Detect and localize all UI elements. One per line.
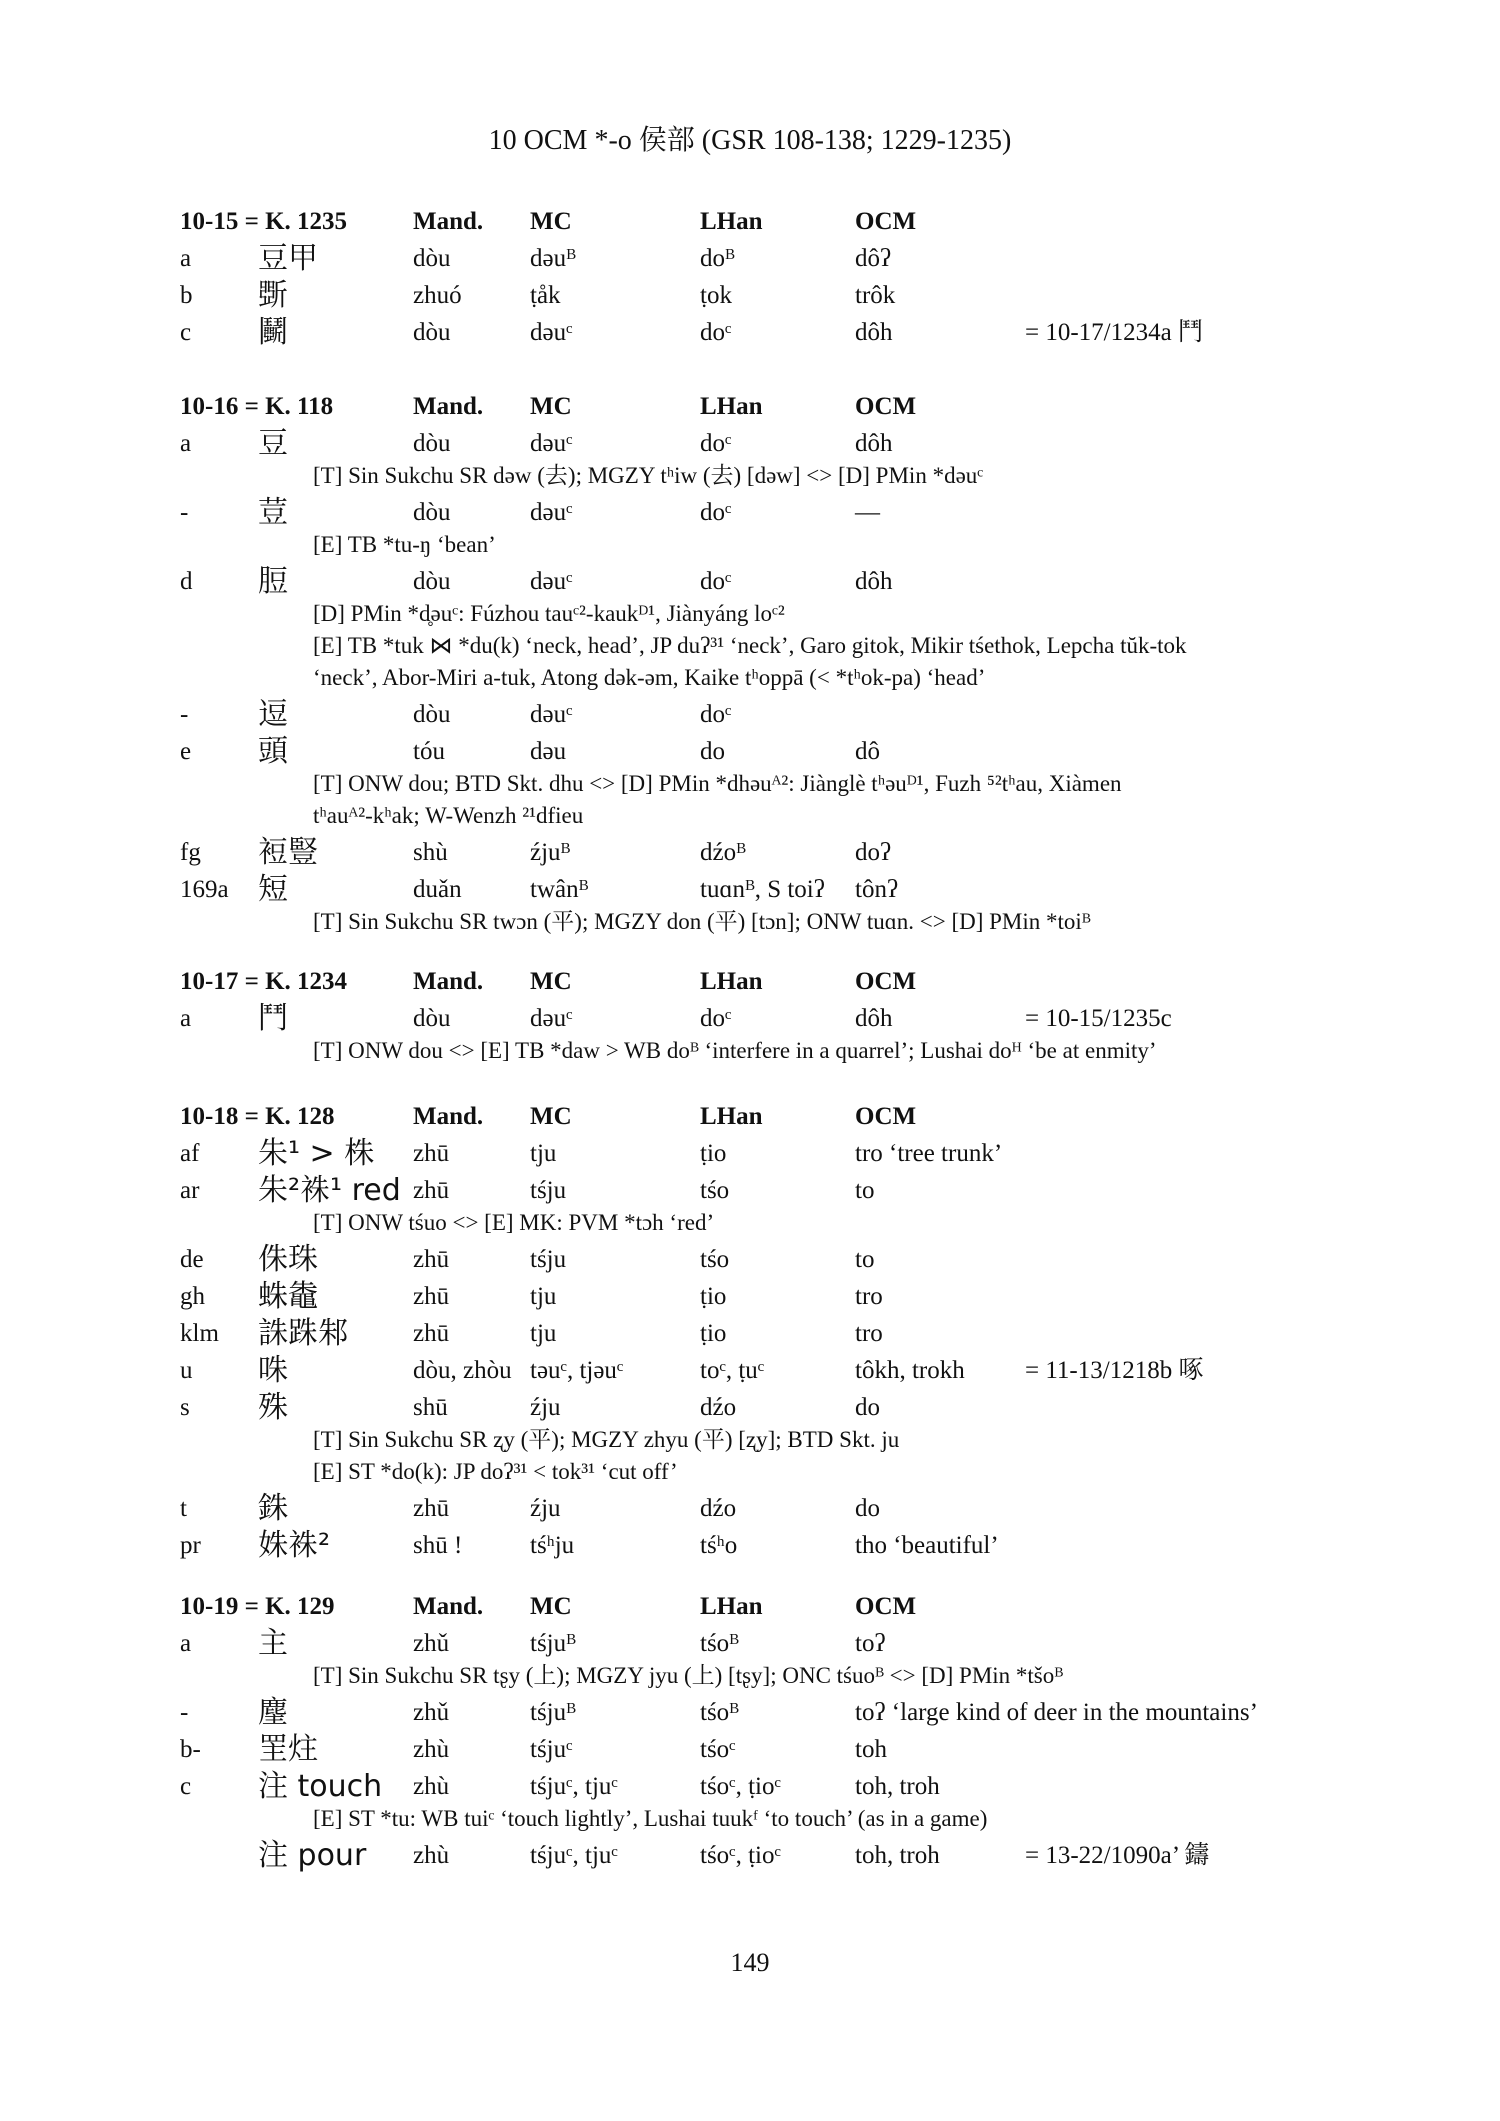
entry-mandarin: zhū <box>413 1283 450 1310</box>
entry-mandarin: dòu, zhòu <box>413 1357 512 1384</box>
entry-characters: 誅跦邾 <box>258 1316 348 1351</box>
col-header-mc: MC <box>530 208 572 235</box>
entry-middle-chinese: tju <box>530 1320 557 1347</box>
entry-label: u <box>180 1357 193 1384</box>
entry-mandarin: zhù <box>413 1773 450 1800</box>
entry-later-han: doᶜ <box>700 701 732 728</box>
entry-old-chinese: toh, troh <box>855 1773 940 1800</box>
entry-label: d <box>180 568 193 595</box>
section-header <box>0 1590 1500 1624</box>
entry-middle-chinese: źjuᴮ <box>530 839 571 866</box>
entry-characters: 豆甲 <box>258 241 318 276</box>
entry-old-chinese: to <box>855 1246 875 1273</box>
entry-characters: 朱¹ > 株 <box>258 1136 375 1171</box>
entry-row <box>0 1243 1500 1277</box>
entry-middle-chinese: tśju <box>530 1246 567 1273</box>
entry-row <box>0 698 1500 732</box>
entry-gloss: [E] ST *do(k): JP doʔ³¹ < tok³¹ ‘cut off’ <box>313 1459 678 1484</box>
entry-row <box>0 279 1500 313</box>
entry-middle-chinese: źju <box>530 1394 561 1421</box>
entry-mandarin: dòu <box>413 245 451 272</box>
entry-gloss: ‘neck’, Abor-Miri a-tuk, Atong dək-əm, Kaike tʰoppā (< *tʰok-pa) ‘head’ <box>313 665 986 690</box>
col-header-ocm: OCM <box>855 393 917 420</box>
entry-row <box>0 1696 1500 1730</box>
entry-label: s <box>180 1394 190 1421</box>
entry-characters: 姝袾² <box>258 1528 331 1563</box>
entry-old-chinese: do <box>855 1495 880 1522</box>
entry-later-han: doᶜ <box>700 499 732 526</box>
entry-row <box>0 1317 1500 1351</box>
entry-mandarin: zhǔ <box>413 1699 450 1726</box>
entry-old-chinese: dô <box>855 738 880 765</box>
page-number: 149 <box>730 1948 770 1977</box>
entry-later-han: tśoᴮ <box>700 1630 739 1657</box>
entry-later-han: tśoᶜ <box>700 1736 736 1763</box>
entry-gloss: [E] ST *tu: WB tuiᶜ ‘touch lightly’, Lushai tuukᶠ ‘to touch’ (as in a game) <box>313 1806 988 1831</box>
entry-characters: 咮 <box>258 1353 288 1388</box>
entry-characters: 逗 <box>258 697 288 732</box>
col-header-ocm: OCM <box>855 208 917 235</box>
entry-label: c <box>180 319 192 346</box>
entry-characters: 裋豎 <box>258 835 318 870</box>
col-header-ocm: OCM <box>855 968 917 995</box>
entry-mandarin: dòu <box>413 701 451 728</box>
entry-middle-chinese: dəuᴮ <box>530 245 576 272</box>
col-header-lhan: LHan <box>700 1593 763 1620</box>
col-header-lhan: LHan <box>700 1103 763 1130</box>
entry-gloss: [T] Sin Sukchu SR ʐy (平); MGZY zhyu (平) [ʐy]; BTD Skt. ju <box>313 1427 900 1452</box>
entry-row <box>0 1280 1500 1314</box>
entry-gloss: tʰauᴬ²-kʰak; W-Wenzh ²¹dfieu <box>313 803 584 828</box>
entry-later-han: tśʰo <box>700 1532 738 1559</box>
entry-row <box>0 873 1500 907</box>
entry-later-han: doᶜ <box>700 1005 732 1032</box>
entry-middle-chinese: dəuᶜ <box>530 568 573 595</box>
entry-gloss: [D] PMin *d̥əuᶜ: Fúzhou tauᶜ²-kaukᴰ¹, Jiànyáng loᶜ² <box>313 601 785 626</box>
entry-mandarin: zhū <box>413 1246 450 1273</box>
entry-characters: 主 <box>258 1626 288 1661</box>
entry-label: - <box>180 1699 189 1726</box>
entry-characters: 朱²袾¹ red <box>258 1173 401 1208</box>
entry-later-han: tuɑnᴮ, S toiʔ <box>700 876 825 903</box>
entry-row <box>0 1529 1500 1563</box>
entry-old-chinese: tro <box>855 1283 883 1310</box>
entry-mandarin: shū ! <box>413 1532 463 1559</box>
entry-characters: 脰 <box>258 564 288 599</box>
entry-middle-chinese: źju <box>530 1495 561 1522</box>
entry-label: a <box>180 1005 192 1032</box>
entry-mandarin: dòu <box>413 430 451 457</box>
entry-middle-chinese: tśjuᶜ, tjuᶜ <box>530 1773 618 1800</box>
entry-old-chinese: tôkh, trokh <box>855 1357 965 1384</box>
entry-old-chinese: dôh <box>855 430 893 457</box>
entry-mandarin: zhù <box>413 1842 450 1869</box>
entry-characters: 殊 <box>258 1390 288 1425</box>
entry-middle-chinese: tju <box>530 1140 557 1167</box>
entry-row <box>0 1354 1500 1388</box>
entry-middle-chinese: tju <box>530 1283 557 1310</box>
entry-crossref: = 10-17/1234a 鬥 <box>1025 319 1203 346</box>
entry-row <box>0 1137 1500 1171</box>
entry-row <box>0 1492 1500 1526</box>
entry-old-chinese: toh <box>855 1736 887 1763</box>
entry-row <box>0 427 1500 461</box>
entry-label: - <box>180 701 189 728</box>
entry-label: gh <box>180 1283 205 1310</box>
entry-later-han: ṭio <box>700 1283 727 1310</box>
entry-row <box>0 1002 1500 1036</box>
entry-characters: 注 pour <box>258 1838 367 1873</box>
entry-mandarin: zhù <box>413 1736 450 1763</box>
entry-old-chinese: — <box>855 499 880 526</box>
entry-middle-chinese: ṭåk <box>530 282 561 309</box>
entry-label: 169a <box>180 876 229 903</box>
entry-crossref: = 13-22/1090a’ 鑄 <box>1025 1842 1210 1869</box>
section-id: 10-18 = K. 128 <box>180 1103 335 1130</box>
entry-middle-chinese: dəuᶜ <box>530 499 573 526</box>
entry-gloss: [E] TB *tuk ⋈ *du(k) ‘neck, head’, JP duʔ³¹ ‘neck’, Garo gitok, Mikir tśethok, Lepcha tŭk-tok <box>313 633 1187 658</box>
entry-label: a <box>180 1630 192 1657</box>
entry-old-chinese: do <box>855 1394 880 1421</box>
entry-label: b- <box>180 1736 201 1763</box>
entry-later-han: ṭio <box>700 1140 727 1167</box>
col-header-mand: Mand. <box>413 1103 484 1130</box>
entry-later-han: do <box>700 738 725 765</box>
entry-gloss: [T] Sin Sukchu SR tʂy (上); MGZY jyu (上) [tʂy]; ONC tśuoᴮ <> [D] PMin *tšoᴮ <box>313 1663 1064 1688</box>
entry-crossref: = 11-13/1218b 啄 <box>1025 1357 1204 1384</box>
entry-middle-chinese: dəuᶜ <box>530 701 573 728</box>
entry-middle-chinese: dəuᶜ <box>530 430 573 457</box>
entry-gloss: [T] ONW dou; BTD Skt. dhu <> [D] PMin *dhəuᴬ²: Jiànglè tʰəuᴰ¹, Fuzh ⁵²tʰau, Xiàmen <box>313 771 1122 796</box>
entry-middle-chinese: tśʰju <box>530 1532 575 1559</box>
entry-characters: 頭 <box>258 734 288 769</box>
running-head: 10 OCM *-o 侯部 (GSR 108-138; 1229-1235) <box>488 125 1012 156</box>
entry-mandarin: zhū <box>413 1140 450 1167</box>
section-header <box>0 965 1500 999</box>
entry-label: - <box>180 499 189 526</box>
entry-mandarin: zhū <box>413 1495 450 1522</box>
entry-label: a <box>180 245 192 272</box>
entry-old-chinese: dôh <box>855 1005 893 1032</box>
entry-mandarin: zhǔ <box>413 1630 450 1657</box>
entry-row <box>0 1627 1500 1661</box>
entry-middle-chinese: dəuᶜ <box>530 319 573 346</box>
entry-later-han: tśoᴮ <box>700 1699 739 1726</box>
col-header-mand: Mand. <box>413 1593 484 1620</box>
entry-old-chinese: tho ‘beautiful’ <box>855 1532 999 1559</box>
entry-old-chinese: toʔ <box>855 1630 886 1657</box>
entry-gloss: [T] Sin Sukchu SR dəw (去); MGZY tʰiw (去) [dəw] <> [D] PMin *dəuᶜ <box>313 463 984 488</box>
entry-old-chinese: tro ‘tree trunk’ <box>855 1140 1003 1167</box>
section-header <box>0 205 1500 239</box>
entry-characters: 蛛鼄 <box>258 1279 318 1314</box>
entry-mandarin: dòu <box>413 568 451 595</box>
col-header-mc: MC <box>530 393 572 420</box>
entry-middle-chinese: tśjuᴮ <box>530 1630 576 1657</box>
col-header-mand: Mand. <box>413 968 484 995</box>
entry-old-chinese: toh, troh <box>855 1842 940 1869</box>
entry-old-chinese: to <box>855 1177 875 1204</box>
section-id: 10-15 = K. 1235 <box>180 208 348 235</box>
entry-later-han: toᶜ, ṭuᶜ <box>700 1357 765 1384</box>
entry-mandarin: shū <box>413 1394 448 1421</box>
section-id: 10-19 = K. 129 <box>180 1593 335 1620</box>
entry-crossref: = 10-15/1235c <box>1025 1005 1172 1032</box>
entry-label: ar <box>180 1177 200 1204</box>
col-header-mc: MC <box>530 1593 572 1620</box>
entry-old-chinese: doʔ <box>855 839 892 866</box>
entry-later-han: tśo <box>700 1177 730 1204</box>
section-header <box>0 1100 1500 1134</box>
col-header-lhan: LHan <box>700 393 763 420</box>
entry-label: pr <box>180 1532 201 1559</box>
entry-gloss: [T] Sin Sukchu SR twɔn (平); MGZY don (平) [tɔn]; ONW tuɑn. <> [D] PMin *toiᴮ <box>313 909 1091 934</box>
entry-characters: 銖 <box>258 1491 288 1526</box>
entry-later-han: dźo <box>700 1394 737 1421</box>
entry-row <box>0 1770 1500 1804</box>
entry-later-han: tśo <box>700 1246 730 1273</box>
entry-mandarin: zhū <box>413 1177 450 1204</box>
entry-later-han: doᴮ <box>700 245 735 272</box>
entry-row <box>0 316 1500 350</box>
col-header-ocm: OCM <box>855 1103 917 1130</box>
entry-row <box>0 1174 1500 1208</box>
entry-label: klm <box>180 1320 219 1347</box>
entry-label: de <box>180 1246 204 1273</box>
entry-mandarin: dòu <box>413 1005 451 1032</box>
entry-label: c <box>180 1773 192 1800</box>
entry-characters: 豆 <box>258 426 288 461</box>
col-header-mand: Mand. <box>413 393 484 420</box>
entry-row <box>0 1391 1500 1425</box>
entry-characters: 鬥 <box>258 1001 288 1036</box>
entry-later-han: doᶜ <box>700 319 732 346</box>
entry-gloss: [E] TB *tu-ŋ ‘bean’ <box>313 532 496 557</box>
col-header-mand: Mand. <box>413 208 484 235</box>
section-header <box>0 390 1500 424</box>
entry-middle-chinese: tśjuᶜ <box>530 1736 573 1763</box>
entry-label: af <box>180 1140 200 1167</box>
entry-later-han: ṭok <box>700 282 732 309</box>
entry-row <box>0 496 1500 530</box>
entry-row <box>0 242 1500 276</box>
entry-label: a <box>180 430 192 457</box>
entry-characters: 荳 <box>258 495 288 530</box>
section-id: 10-16 = K. 118 <box>180 393 334 420</box>
entry-middle-chinese: tśjuᶜ, tjuᶜ <box>530 1842 618 1869</box>
entry-later-han: dźoᴮ <box>700 839 746 866</box>
entry-label: e <box>180 738 192 765</box>
section-id: 10-17 = K. 1234 <box>180 968 348 995</box>
entry-middle-chinese: tśjuᴮ <box>530 1699 576 1726</box>
entry-label: fg <box>180 839 201 866</box>
entry-row <box>0 735 1500 769</box>
col-header-mc: MC <box>530 1103 572 1130</box>
entry-later-han: ṭio <box>700 1320 727 1347</box>
col-header-mc: MC <box>530 968 572 995</box>
entry-mandarin: dòu <box>413 319 451 346</box>
entry-characters: 罜炷 <box>258 1732 318 1767</box>
entry-old-chinese: dôh <box>855 319 893 346</box>
entry-middle-chinese: təuᶜ, tjəuᶜ <box>530 1357 624 1384</box>
entry-mandarin: dòu <box>413 499 451 526</box>
entry-mandarin: tóu <box>413 738 445 765</box>
entry-old-chinese: toʔ ‘large kind of deer in the mountains’ <box>855 1699 1258 1726</box>
entry-label: t <box>180 1495 187 1522</box>
entry-row <box>0 1733 1500 1767</box>
entry-gloss: [T] ONW dou <> [E] TB *daw > WB doᴮ ‘interfere in a quarrel’; Lushai doᴴ ‘be at enmity’ <box>313 1038 1157 1063</box>
entry-mandarin: duǎn <box>413 876 462 903</box>
entry-later-han: doᶜ <box>700 568 732 595</box>
entry-characters: 鬭 <box>258 315 288 350</box>
entry-later-han: dźo <box>700 1495 737 1522</box>
entry-old-chinese: dôh <box>855 568 893 595</box>
entry-old-chinese: dôʔ <box>855 245 892 272</box>
entry-row <box>0 565 1500 599</box>
entry-middle-chinese: dəu <box>530 738 567 765</box>
entry-row <box>0 1839 1500 1873</box>
col-header-lhan: LHan <box>700 968 763 995</box>
entry-middle-chinese: twânᴮ <box>530 876 589 903</box>
entry-gloss: [T] ONW tśuo <> [E] MK: PVM *tɔh ‘red’ <box>313 1210 715 1235</box>
entry-characters: 斲 <box>258 278 288 313</box>
entry-old-chinese: tro <box>855 1320 883 1347</box>
entry-later-han: tśoᶜ, ṭioᶜ <box>700 1842 781 1869</box>
entry-later-han: doᶜ <box>700 430 732 457</box>
entry-later-han: tśoᶜ, ṭioᶜ <box>700 1773 781 1800</box>
entry-characters: 麈 <box>258 1695 288 1730</box>
entry-mandarin: shù <box>413 839 448 866</box>
entry-middle-chinese: tśju <box>530 1177 567 1204</box>
entry-middle-chinese: dəuᶜ <box>530 1005 573 1032</box>
entry-label: b <box>180 282 193 309</box>
entry-old-chinese: tônʔ <box>855 876 899 903</box>
entry-characters: 短 <box>258 872 288 907</box>
entry-characters: 侏珠 <box>258 1242 318 1277</box>
col-header-ocm: OCM <box>855 1593 917 1620</box>
entry-characters: 注 touch <box>258 1769 383 1804</box>
entry-row <box>0 836 1500 870</box>
entry-mandarin: zhū <box>413 1320 450 1347</box>
col-header-lhan: LHan <box>700 208 763 235</box>
entry-mandarin: zhuó <box>413 282 462 309</box>
entry-old-chinese: trôk <box>855 282 896 309</box>
